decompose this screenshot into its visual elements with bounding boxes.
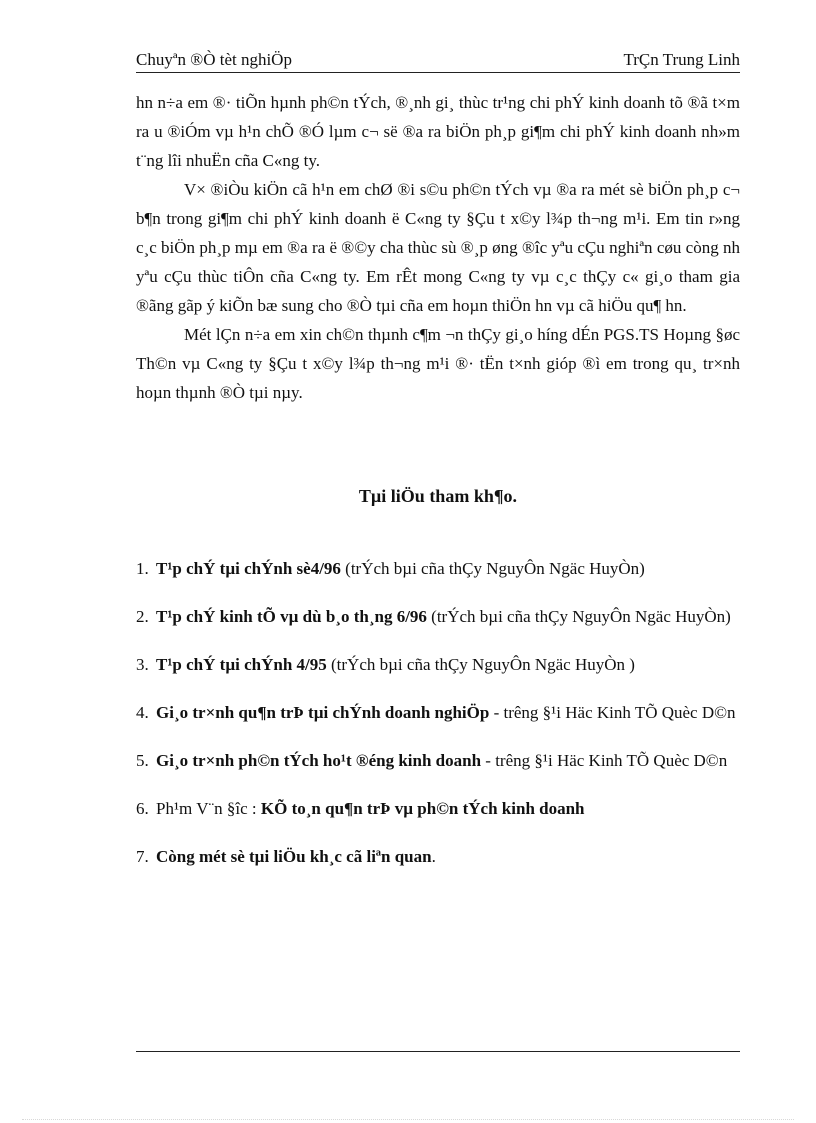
reference-title: Gi¸o tr×nh qu¶n trÞ tµi chÝnh doanh nghiÖp — [156, 703, 490, 722]
references-title: Tµi liÖu tham kh¶o. — [358, 486, 518, 506]
paragraph-3: Mét lÇn n÷a em xin ch©n thµnh c¶m ¬n thÇy gi¸o híng dÉn PGS.TS Hoµng §øc Th©n vµ C«ng ty §Çu t x©y l¾p th¬ng m¹i ®· tËn t×nh gióp ®ì em trong qu¸ tr×nh hoµn thµnh ®Ò tµi nµy. — [136, 325, 740, 402]
reference-detail: (trÝch bµi cña thÇy NguyÔn Ngäc HuyÒn) — [426, 607, 731, 626]
reference-detail: - trêng §¹i Häc Kinh TÕ Quèc D©n — [481, 751, 728, 770]
reference-title: T¹p chÝ tµi chÝnh sè4/96 — [156, 559, 341, 578]
reference-number: 2. — [136, 607, 149, 626]
reference-title: T¹p chÝ kinh tÕ vµ dù b¸o th¸ng 6/96 — [156, 607, 427, 626]
body-text — [136, 88, 740, 407]
header-author: TrÇn Trung Linh — [623, 50, 740, 69]
reference-detail: (trÝch bµi cña thÇy NguyÔn Ngäc HuyÒn ) — [326, 655, 635, 674]
references-list — [136, 553, 740, 889]
reference-author: Ph¹m V¨n §îc : — [156, 799, 261, 818]
reference-item — [136, 697, 740, 728]
reference-number: 1. — [136, 559, 149, 578]
reference-title: Gi¸o tr×nh ph©n tÝch ho¹t ®éng kinh doanh — [156, 751, 482, 770]
reference-number: 5. — [136, 751, 149, 770]
reference-item — [136, 793, 740, 824]
reference-item — [136, 649, 740, 680]
footer-divider — [136, 1051, 740, 1052]
reference-title: Còng mét sè tµi liÖu kh¸c cã liªn quan — [156, 847, 432, 866]
page-header — [136, 50, 740, 73]
paragraph-1: hn n÷a em ®· tiÕn hµnh ph©n tÝch, ®¸nh gi¸ thùc tr¹ng chi phÝ kinh doanh tõ ®ã t×m ra u ®iÓm vµ h¹n chÕ ®Ó lµm c¬ së ®a ra biÖn ph¸p gi¶m chi phÝ kinh doanh nh»m t¨ng lîi nhuËn cña C«ng ty. — [136, 93, 740, 170]
reference-number: 6. — [136, 799, 149, 818]
page-edge-dots — [22, 1119, 794, 1120]
reference-item — [136, 601, 740, 632]
reference-detail: . — [431, 847, 436, 866]
reference-number: 3. — [136, 655, 149, 674]
paragraph-2: V× ®iÒu kiÖn cã h¹n em chØ ®i s©u ph©n tÝch vµ ®a ra mét sè biÖn ph¸p c¬ b¶n trong gi¶m chi phÝ kinh doanh ë C«ng ty §Çu t x©y l¾p th¬ng m¹i. Em tin r»ng c¸c biÖn ph¸p mµ em ®a ra ë ®©y cha thùc sù ®¸p øng ®îc yªu cÇu nghiªn cøu còng nh yªu cÇu thùc tiÔn cña C«ng ty. Em rÊt mong C«ng ty vµ c¸c thÇy c« gi¸o tham gia ®ãng gãp ý kiÕn bæ sung cho ®Ò tµi cña em hoµn thiÖn hn vµ cã hiÖu qu¶ hn. — [136, 180, 740, 315]
reference-title: KÕ to¸n qu¶n trÞ vµ ph©n tÝch kinh doanh — [260, 799, 585, 818]
header-title: Chuyªn ®Ò tèt nghiÖp — [136, 50, 292, 69]
reference-item — [136, 553, 740, 584]
reference-item — [136, 745, 740, 776]
reference-detail: - trêng §¹i Häc Kinh TÕ Quèc D©n — [489, 703, 736, 722]
reference-detail: (trÝch bµi cña thÇy NguyÔn Ngäc HuyÒn) — [340, 559, 645, 578]
reference-number: 4. — [136, 703, 149, 722]
reference-number: 7. — [136, 847, 149, 866]
reference-item — [136, 841, 740, 872]
reference-title: T¹p chÝ tµi chÝnh 4/95 — [156, 655, 327, 674]
